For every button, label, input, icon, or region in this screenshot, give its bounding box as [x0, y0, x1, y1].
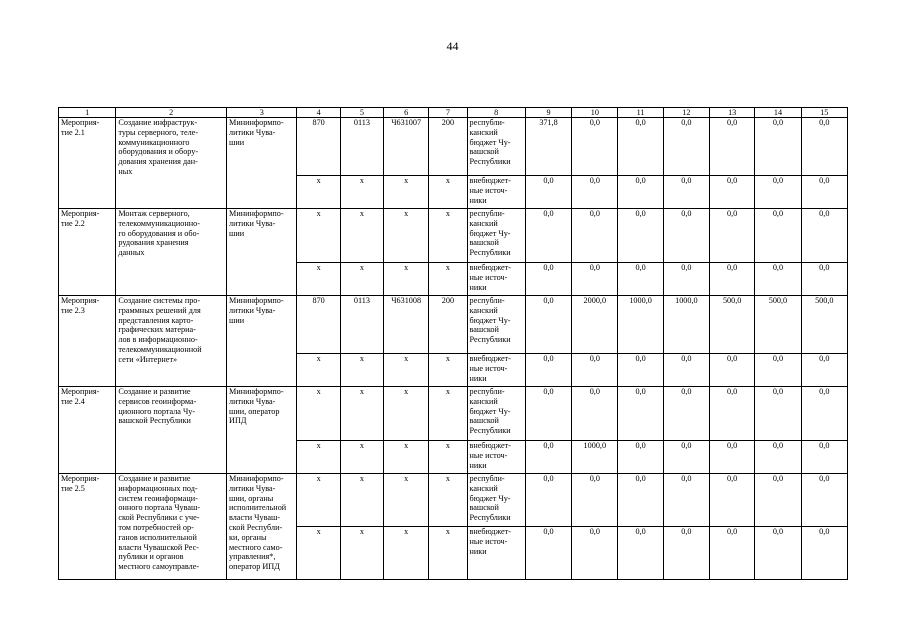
funding-value-col-12: 0,0 — [663, 118, 709, 176]
budget-code-grbs: x — [297, 527, 340, 580]
funding-value-col-10: 0,0 — [572, 354, 618, 387]
budget-code-target: x — [384, 441, 429, 474]
funding-value-col-14: 0,0 — [755, 474, 801, 527]
funding-value-col-10: 0,0 — [572, 176, 618, 209]
funding-value-col-12: 0,0 — [663, 209, 709, 263]
funding-value-col-12: 0,0 — [663, 474, 709, 527]
budget-code-target: x — [384, 474, 429, 527]
budget-code-section: x — [340, 209, 383, 263]
funding-value-col-13: 0,0 — [710, 209, 755, 263]
header-cell-col-13: 13 — [710, 108, 755, 118]
budget-code-grbs: 870 — [297, 118, 340, 176]
funding-value-col-15: 0,0 — [801, 118, 847, 176]
activity-id: Мероприя- тие 2.2 — [59, 209, 116, 296]
funding-source: внебюджет- ные источ- ники — [467, 263, 525, 296]
funding-value-col-13: 500,0 — [710, 296, 755, 354]
budget-code-target: x — [384, 354, 429, 387]
activity-id: Мероприя- тие 2.5 — [59, 474, 116, 580]
budget-code-grbs: x — [297, 176, 340, 209]
funding-value-col-10: 0,0 — [572, 527, 618, 580]
budget-code-expense-type: x — [429, 441, 467, 474]
funding-source: республи- канский бюджет Чу- вашской Республики — [467, 387, 525, 441]
budget-code-grbs: x — [297, 209, 340, 263]
budget-code-expense-type: x — [429, 263, 467, 296]
funding-value-col-13: 0,0 — [710, 441, 755, 474]
funding-value-col-9: 0,0 — [525, 474, 571, 527]
activity-name: Создание и развитие информационных под- систем геоинформаци- онного портала Чуваш- ской Республики с уче- том потребностей ор- ганов исполнительной власти Чувашской Рес- публики и органов местного самоуправле- — [116, 474, 227, 580]
budget-code-target: x — [384, 176, 429, 209]
funding-source: республи- канский бюджет Чу- вашской Республики — [467, 296, 525, 354]
funding-value-col-15: 0,0 — [801, 527, 847, 580]
budget-row-republic — [59, 387, 848, 441]
funding-value-col-12: 0,0 — [663, 441, 709, 474]
funding-value-col-11: 0,0 — [618, 527, 663, 580]
activity-name: Создание и развитие сервисов геоинформа- ционного портала Чу- вашской Республики — [116, 387, 227, 474]
funding-value-col-10: 0,0 — [572, 263, 618, 296]
funding-source: республи- канский бюджет Чу- вашской Республики — [467, 209, 525, 263]
activity-id: Мероприя- тие 2.4 — [59, 387, 116, 474]
budget-code-expense-type: 200 — [429, 296, 467, 354]
funding-value-col-15: 0,0 — [801, 176, 847, 209]
header-cell-col-3: 3 — [227, 108, 297, 118]
budget-code-expense-type: x — [429, 209, 467, 263]
budget-code-expense-type: 200 — [429, 118, 467, 176]
budget-code-target: Ч631007 — [384, 118, 429, 176]
header-cell-col-2: 2 — [116, 108, 227, 118]
budget-code-expense-type: x — [429, 527, 467, 580]
header-cell-col-7: 7 — [429, 108, 467, 118]
activity-executor: Мининформпо- литики Чува- шии — [227, 296, 297, 387]
funding-source: внебюджет- ные источ- ники — [467, 527, 525, 580]
funding-value-col-14: 0,0 — [755, 209, 801, 263]
funding-value-col-15: 0,0 — [801, 263, 847, 296]
activity-name: Монтаж серверного, телекоммуникационно- го оборудования и обо- рудования хранения данных — [116, 209, 227, 296]
activity-id: Мероприя- тие 2.3 — [59, 296, 116, 387]
budget-code-expense-type: x — [429, 354, 467, 387]
budget-code-section: 0113 — [340, 118, 383, 176]
activity-executor: Мининформпо- литики Чува- шии, органы исполнительной власти Чуваш- ской Республи- ки, органы местного само- управления*, оператор ИПД — [227, 474, 297, 580]
funding-value-col-10: 0,0 — [572, 474, 618, 527]
funding-value-col-13: 0,0 — [710, 118, 755, 176]
program-activities-table — [58, 107, 848, 580]
funding-value-col-11: 0,0 — [618, 387, 663, 441]
activity-executor: Мининформпо- литики Чува- шии — [227, 118, 297, 209]
funding-source: внебюджет- ные источ- ники — [467, 354, 525, 387]
funding-value-col-13: 0,0 — [710, 263, 755, 296]
funding-value-col-10: 0,0 — [572, 387, 618, 441]
funding-source: внебюджет- ные источ- ники — [467, 176, 525, 209]
funding-value-col-14: 0,0 — [755, 387, 801, 441]
budget-code-expense-type: x — [429, 474, 467, 527]
budget-code-target: x — [384, 209, 429, 263]
activity-id: Мероприя- тие 2.1 — [59, 118, 116, 209]
funding-value-col-15: 500,0 — [801, 296, 847, 354]
header-cell-col-9: 9 — [525, 108, 571, 118]
funding-value-col-15: 0,0 — [801, 474, 847, 527]
budget-code-expense-type: x — [429, 387, 467, 441]
funding-value-col-9: 0,0 — [525, 296, 571, 354]
funding-value-col-12: 0,0 — [663, 387, 709, 441]
funding-value-col-9: 0,0 — [525, 209, 571, 263]
funding-value-col-14: 0,0 — [755, 176, 801, 209]
budget-code-section: x — [340, 527, 383, 580]
budget-code-section: x — [340, 354, 383, 387]
header-cell-col-15: 15 — [801, 108, 847, 118]
budget-code-section: x — [340, 474, 383, 527]
funding-value-col-14: 0,0 — [755, 441, 801, 474]
header-cell-col-1: 1 — [59, 108, 116, 118]
budget-code-target: Ч631008 — [384, 296, 429, 354]
funding-value-col-14: 0,0 — [755, 527, 801, 580]
funding-value-col-13: 0,0 — [710, 527, 755, 580]
funding-value-col-9: 0,0 — [525, 176, 571, 209]
activity-executor: Мининформпо- литики Чува- шии, оператор ИПД — [227, 387, 297, 474]
funding-value-col-15: 0,0 — [801, 441, 847, 474]
funding-value-col-13: 0,0 — [710, 387, 755, 441]
funding-value-col-9: 0,0 — [525, 387, 571, 441]
funding-value-col-15: 0,0 — [801, 354, 847, 387]
funding-value-col-12: 0,0 — [663, 527, 709, 580]
budget-code-grbs: x — [297, 387, 340, 441]
budget-code-section: x — [340, 176, 383, 209]
budget-row-republic — [59, 118, 848, 176]
funding-value-col-12: 1000,0 — [663, 296, 709, 354]
funding-value-col-11: 0,0 — [618, 354, 663, 387]
page-number: 44 — [446, 39, 459, 53]
budget-code-section: x — [340, 441, 383, 474]
budget-row-republic — [59, 209, 848, 263]
header-cell-col-11: 11 — [618, 108, 663, 118]
funding-value-col-13: 0,0 — [710, 354, 755, 387]
funding-value-col-15: 0,0 — [801, 387, 847, 441]
funding-source: республи- канский бюджет Чу- вашской Республики — [467, 474, 525, 527]
header-cell-col-4: 4 — [297, 108, 340, 118]
funding-value-col-9: 0,0 — [525, 527, 571, 580]
budget-code-target: x — [384, 387, 429, 441]
budget-code-grbs: x — [297, 263, 340, 296]
funding-value-col-11: 0,0 — [618, 176, 663, 209]
funding-value-col-11: 0,0 — [618, 263, 663, 296]
activity-executor: Мининформпо- литики Чува- шии — [227, 209, 297, 296]
funding-value-col-12: 0,0 — [663, 354, 709, 387]
budget-row-republic — [59, 474, 848, 527]
funding-value-col-14: 0,0 — [755, 354, 801, 387]
funding-value-col-10: 0,0 — [572, 118, 618, 176]
funding-value-col-11: 0,0 — [618, 209, 663, 263]
budget-code-target: x — [384, 263, 429, 296]
header-row — [59, 108, 848, 118]
funding-value-col-9: 371,8 — [525, 118, 571, 176]
budget-code-section: x — [340, 387, 383, 441]
header-cell-col-8: 8 — [467, 108, 525, 118]
funding-value-col-13: 0,0 — [710, 474, 755, 527]
budget-code-grbs: x — [297, 474, 340, 527]
funding-value-col-9: 0,0 — [525, 441, 571, 474]
funding-value-col-10: 2000,0 — [572, 296, 618, 354]
funding-value-col-11: 1000,0 — [618, 296, 663, 354]
header-cell-col-12: 12 — [663, 108, 709, 118]
budget-code-grbs: 870 — [297, 296, 340, 354]
header-cell-col-6: 6 — [384, 108, 429, 118]
funding-value-col-12: 0,0 — [663, 263, 709, 296]
budget-code-expense-type: x — [429, 176, 467, 209]
activity-name: Создание системы про- граммных решений для представления карто- графических материа- лов в информационно- телекоммуникационной сети «Интернет» — [116, 296, 227, 387]
funding-source: внебюджет- ные источ- ники — [467, 441, 525, 474]
budget-code-section: 0113 — [340, 296, 383, 354]
funding-value-col-9: 0,0 — [525, 263, 571, 296]
funding-value-col-14: 0,0 — [755, 118, 801, 176]
funding-value-col-12: 0,0 — [663, 176, 709, 209]
funding-value-col-11: 0,0 — [618, 118, 663, 176]
budget-row-republic — [59, 296, 848, 354]
header-cell-col-5: 5 — [340, 108, 383, 118]
funding-value-col-10: 0,0 — [572, 209, 618, 263]
header-cell-col-14: 14 — [755, 108, 801, 118]
funding-value-col-11: 0,0 — [618, 474, 663, 527]
header-cell-col-10: 10 — [572, 108, 618, 118]
funding-value-col-14: 500,0 — [755, 296, 801, 354]
funding-value-col-11: 0,0 — [618, 441, 663, 474]
budget-code-target: x — [384, 527, 429, 580]
funding-value-col-9: 0,0 — [525, 354, 571, 387]
activity-name: Создание инфраструк- туры серверного, теле- коммуникационного оборудования и обору- дования хранения дан- ных — [116, 118, 227, 209]
budget-code-section: x — [340, 263, 383, 296]
funding-value-col-14: 0,0 — [755, 263, 801, 296]
budget-code-grbs: x — [297, 354, 340, 387]
funding-value-col-10: 1000,0 — [572, 441, 618, 474]
funding-value-col-15: 0,0 — [801, 209, 847, 263]
funding-value-col-13: 0,0 — [710, 176, 755, 209]
budget-code-grbs: x — [297, 441, 340, 474]
funding-source: республи- канский бюджет Чу- вашской Республики — [467, 118, 525, 176]
